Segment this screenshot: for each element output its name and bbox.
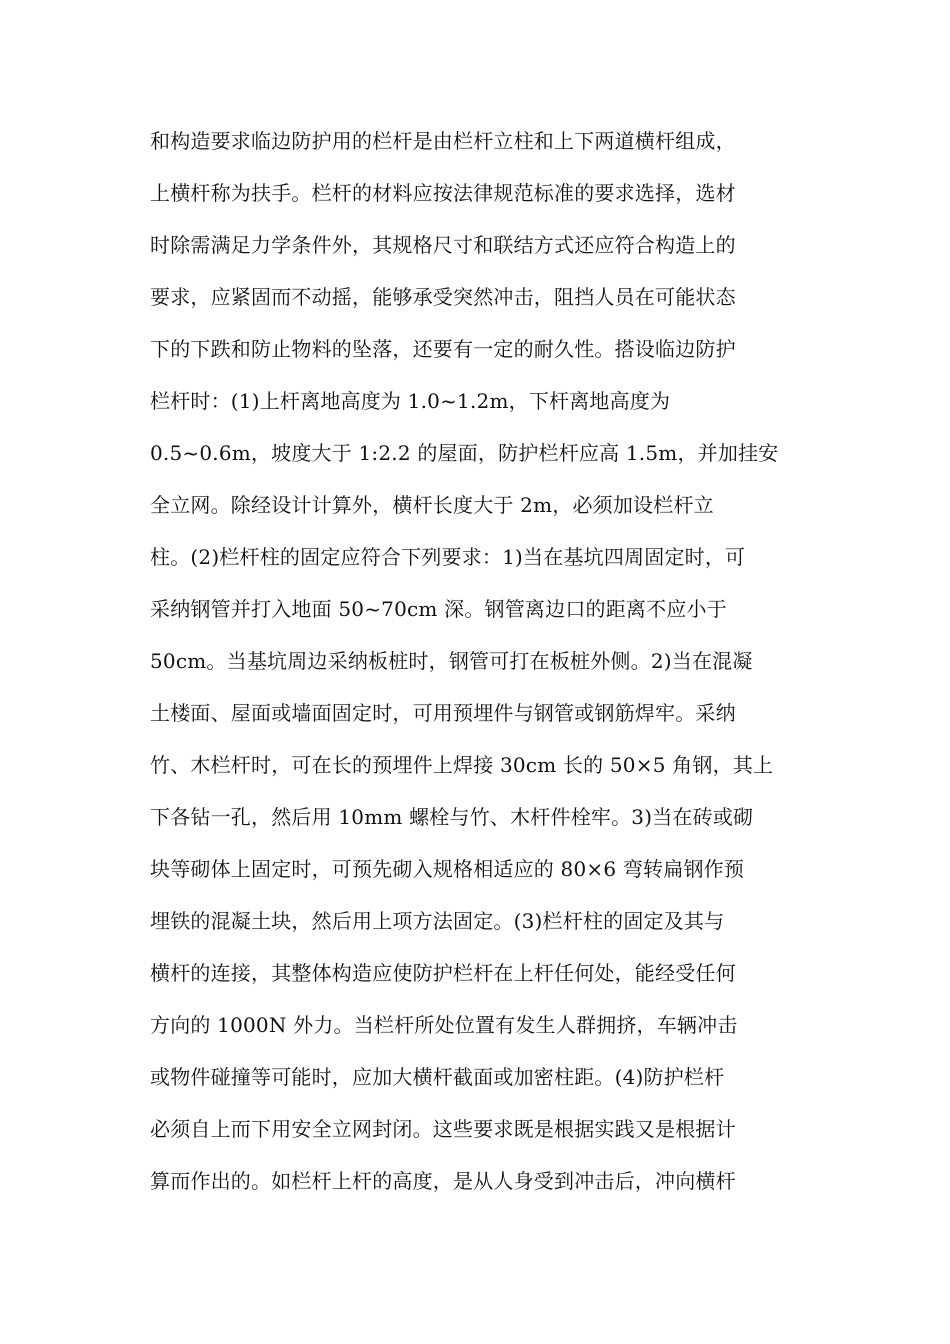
text-line: 算而作出的。如栏杆上杆的高度，是从人身受到冲击后，冲向横杆: [150, 1169, 736, 1193]
text-line: 横杆的连接，其整体构造应使防护栏杆在上杆任何处，能经受任何: [150, 961, 736, 985]
text-line: 柱。(2)栏杆柱的固定应符合下列要求：1)当在基坑四周固定时，可: [150, 545, 746, 569]
text-line: 土楼面、屋面或墙面固定时，可用预埋件与钢管或钢筋焊牢。采纳: [150, 701, 736, 725]
text-line: 时除需满足力学条件外，其规格尺寸和联结方式还应符合构造上的: [150, 233, 736, 257]
text-line: 或物件碰撞等可能时，应加大横杆截面或加密柱距。(4)防护栏杆: [150, 1065, 725, 1089]
text-line: 和构造要求临边防护用的栏杆是由栏杆立柱和上下两道横杆组成，: [150, 129, 736, 153]
text-line: 全立网。除经设计计算外，横杆长度大于 2m，必须加设栏杆立: [150, 493, 714, 517]
text-line: 下的下跌和防止物料的坠落，还要有一定的耐久性。搭设临边防护: [150, 337, 736, 361]
text-line: 必须自上而下用安全立网封闭。这些要求既是根据实践又是根据计: [150, 1117, 736, 1141]
body-text: [150, 115, 810, 1207]
text-line: 栏杆时：(1)上杆离地高度为 1.0~1.2m，下杆离地高度为: [150, 389, 671, 413]
text-line: 下各钻一孔，然后用 10mm 螺栓与竹、木杆件栓牢。3)当在砖或砌: [150, 805, 754, 829]
text-line: 块等砌体上固定时，可预先砌入规格相适应的 80×6 弯转扁钢作预: [150, 857, 745, 881]
text-line: 埋铁的混凝土块，然后用上项方法固定。(3)栏杆柱的固定及其与: [150, 909, 725, 933]
text-line: 上横杆称为扶手。栏杆的材料应按法律规范标准的要求选择，选材: [150, 181, 736, 205]
text-line: 方向的 1000N 外力。当栏杆所处位置有发生人群拥挤，车辆冲击: [150, 1013, 738, 1037]
text-line: 竹、木栏杆时，可在长的预埋件上焊接 30cm 长的 50×5 角钢，其上: [150, 753, 774, 777]
text-line: 0.5~0.6m，坡度大于 1:2.2 的屋面，防护栏杆应高 1.5m，并加挂安: [150, 441, 779, 465]
text-line: 采纳钢管并打入地面 50~70cm 深。钢管离边口的距离不应小于: [150, 597, 727, 621]
text-line: 要求，应紧固而不动摇，能够承受突然冲击，阻挡人员在可能状态: [150, 285, 736, 309]
text-line: 50cm。当基坑周边采纳板桩时，钢管可打在板桩外侧。2)当在混凝: [150, 649, 753, 673]
